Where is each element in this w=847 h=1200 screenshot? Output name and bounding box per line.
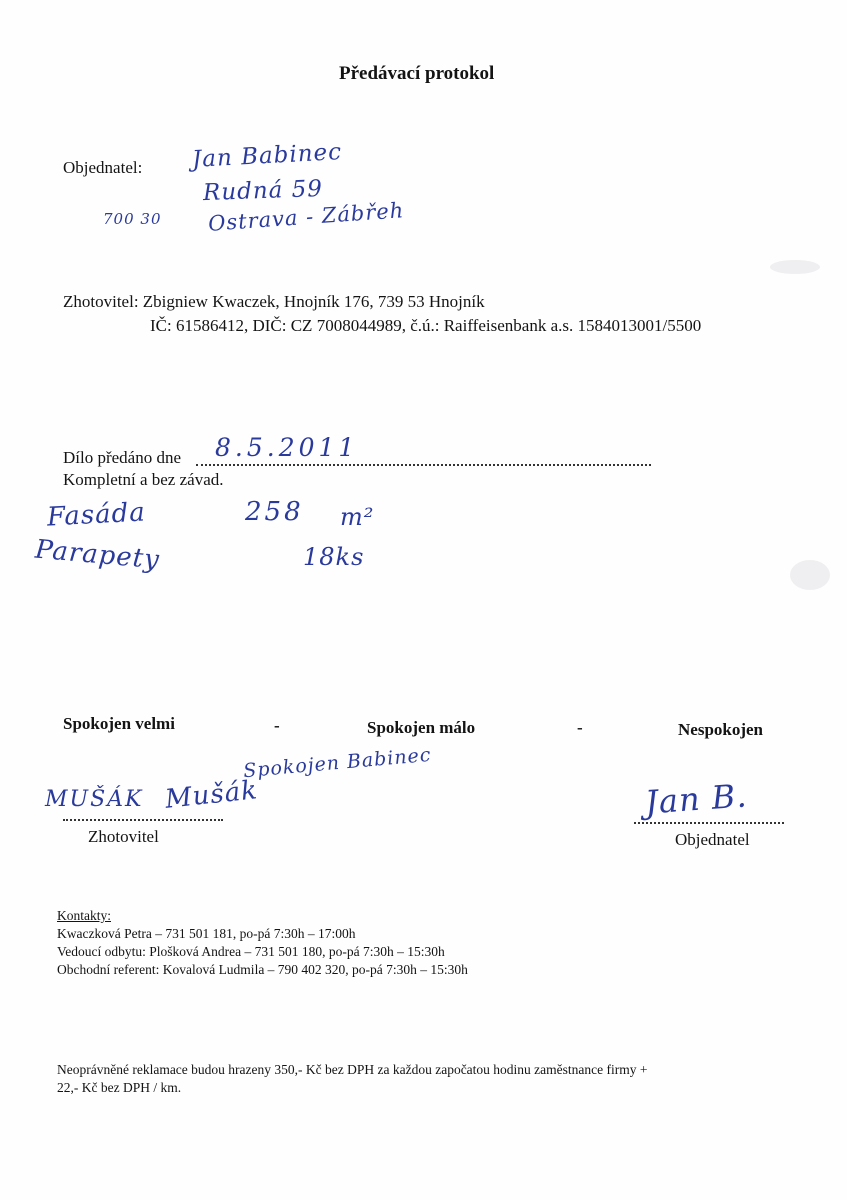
- contractor-line-1: Zhotovitel: Zbigniew Kwaczek, Hnojník 176, 739 53 Hnojník: [63, 292, 485, 311]
- customer-street-handwritten: Rudná 59: [202, 175, 324, 207]
- customer-signature-line: [634, 822, 784, 824]
- notice-line-1: Neoprávněné reklamace budou hrazeny 350,- Kč bez DPH za každou započatou hodinu zaměstnance firmy +: [57, 1062, 648, 1077]
- customer-name-handwritten: Jan Babinec: [191, 139, 343, 173]
- item-quantity: 258: [245, 497, 304, 527]
- contractor-signature-label: Zhotovitel: [88, 827, 159, 846]
- satisfaction-handwritten-note: Spokojen Babinec: [242, 743, 433, 783]
- handover-complete-text: Kompletní a bez závad.: [63, 470, 224, 489]
- contractor-line-2: IČ: 61586412, DIČ: CZ 7008044989, č.ú.: Raiffeisenbank a.s. 1584013001/5500: [150, 316, 702, 335]
- contractor-name-handwritten: MUŠÁK: [45, 787, 144, 812]
- contractor-signature-line: [63, 819, 223, 821]
- contact-line: Kwaczková Petra – 731 501 181, po-pá 7:30h – 17:00h: [57, 926, 356, 941]
- item-quantity: 18ks: [303, 543, 365, 571]
- customer-signature-label: Objednatel: [675, 830, 750, 849]
- customer-zip-handwritten: 700 30: [103, 210, 162, 228]
- handover-date-handwritten: 8.5.2011: [215, 433, 359, 462]
- satisfaction-separator: -: [274, 716, 280, 735]
- customer-signature: Jan B.: [643, 776, 749, 822]
- customer-label: Objednatel:: [63, 158, 143, 177]
- satisfaction-option-little-satisfied: Spokojen málo: [367, 718, 476, 737]
- satisfaction-option-very-satisfied: Spokojen velmi: [63, 714, 175, 733]
- handover-label: Dílo předáno dne: [63, 448, 182, 467]
- satisfaction-separator: -: [577, 718, 583, 737]
- contact-line: Vedoucí odbytu: Plošková Andrea – 731 501 180, po-pá 7:30h – 15:30h: [57, 944, 445, 959]
- contact-line: Obchodní referent: Kovalová Ludmila – 790 402 320, po-pá 7:30h – 15:30h: [57, 962, 468, 977]
- scan-smudge: [770, 260, 820, 274]
- scan-smudge: [790, 560, 830, 590]
- contacts-heading: Kontakty:: [57, 908, 111, 923]
- item-name: Parapety: [33, 534, 162, 576]
- notice-line-2: 22,- Kč bez DPH / km.: [57, 1080, 182, 1095]
- satisfaction-option-not-satisfied: Nespokojen: [678, 720, 764, 739]
- item-name: Fasáda: [46, 497, 147, 533]
- handover-date-dotted-line: [196, 464, 651, 466]
- customer-city-handwritten: Ostrava - Zábřeh: [207, 198, 405, 236]
- contractor-signature: Mušák: [163, 775, 260, 815]
- item-unit: m²: [340, 503, 375, 531]
- page-title: Předávací protokol: [339, 63, 495, 84]
